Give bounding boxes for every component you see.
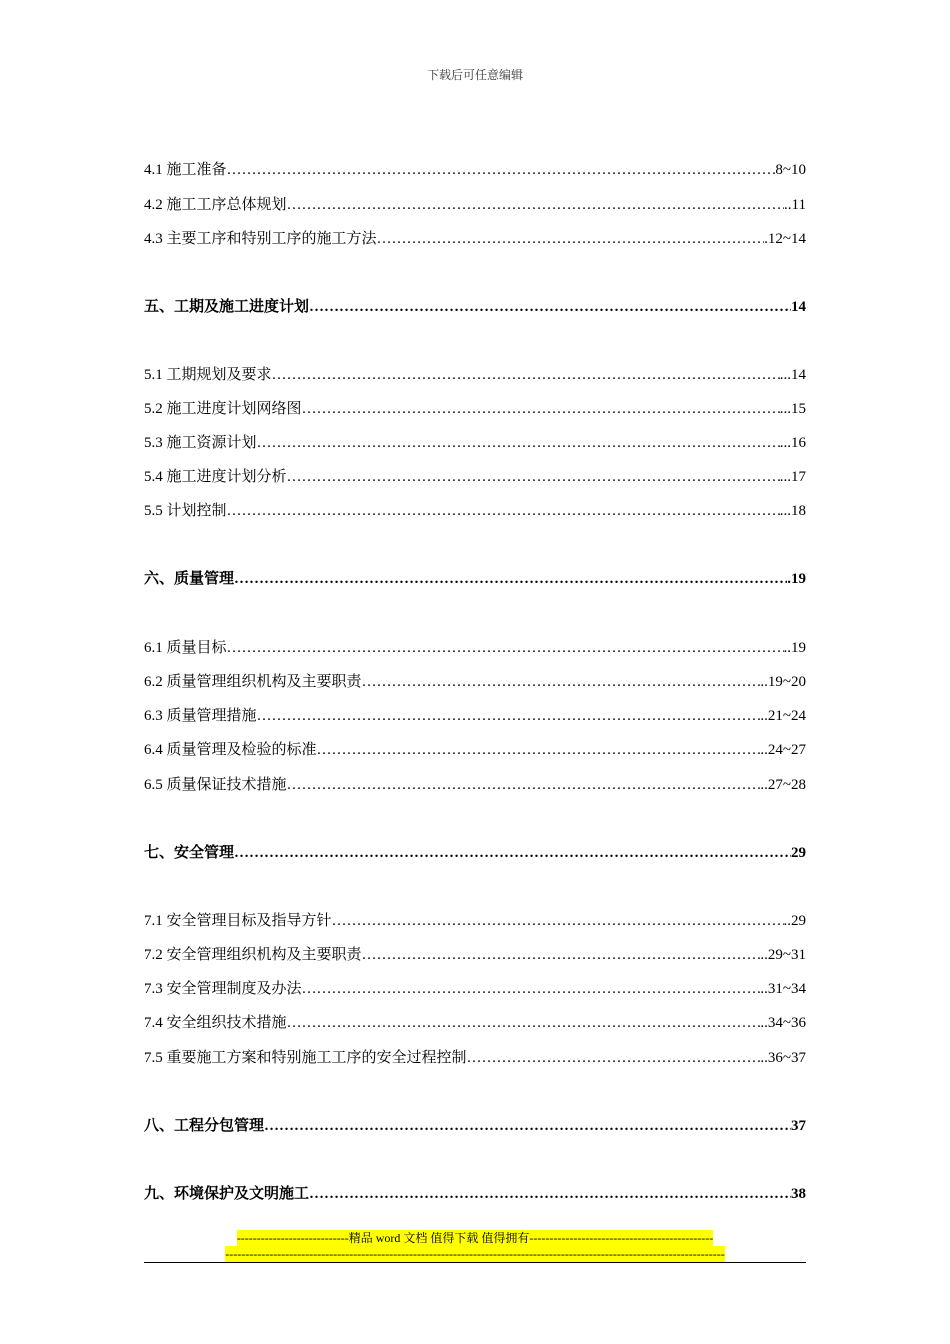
toc-leader-dots	[272, 363, 780, 387]
toc-page-number: ..19	[783, 640, 806, 656]
toc-leader-dots	[264, 1114, 791, 1138]
toc-page-number: 37	[791, 1118, 806, 1134]
toc-leader-dots	[234, 567, 787, 591]
toc-page-number: ...16	[779, 435, 806, 451]
toc-leader-dots	[332, 909, 784, 933]
toc-page-number: ...14	[779, 367, 806, 383]
toc-entry	[144, 363, 806, 387]
footer-banner-line2	[0, 1245, 950, 1263]
toc-page-number: ..34~36	[760, 1015, 806, 1031]
toc-leader-dots	[302, 977, 761, 1001]
toc-page-number: .19	[787, 571, 806, 587]
toc-entry	[144, 397, 806, 421]
toc-entry	[144, 909, 806, 933]
toc-leader-dots	[362, 670, 761, 694]
toc-entry	[144, 227, 806, 251]
toc-entry	[144, 977, 806, 1001]
toc-entry	[144, 738, 806, 762]
toc-leader-dots	[257, 704, 761, 728]
toc-leader-dots	[287, 773, 761, 797]
toc-entry-label: 7.2 安全管理组织机构及主要职责	[144, 947, 362, 963]
toc-page-number: ..29	[783, 913, 806, 929]
toc-entry-label: 5.4 施工进度计划分析	[144, 469, 287, 485]
toc-leader-dots	[287, 465, 780, 489]
toc-page-number: ..29~31	[760, 947, 806, 963]
toc-leader-dots	[287, 193, 785, 217]
toc-entry	[144, 465, 806, 489]
toc-page-number: ...17	[779, 469, 806, 485]
toc-page-number: .12~14	[764, 231, 806, 247]
toc-entry-label: 7.3 安全管理制度及办法	[144, 981, 302, 997]
toc-page-number: ..24~27	[760, 742, 806, 758]
toc-leader-dots	[227, 158, 776, 182]
toc-entry-label: 6.1 质量目标	[144, 640, 227, 656]
toc-leader-dots	[227, 499, 780, 523]
toc-entry	[144, 636, 806, 660]
toc-leader-dots	[467, 1046, 761, 1070]
toc-entry	[144, 499, 806, 523]
toc-page-number: 29	[791, 845, 806, 861]
toc-page-number: ...15	[779, 401, 806, 417]
toc-entry-label: 5.5 计划控制	[144, 503, 227, 519]
footer-rule	[144, 1262, 806, 1263]
toc-entry-label: 5.1 工期规划及要求	[144, 367, 272, 383]
toc-leader-dots	[234, 841, 791, 865]
toc-entry	[144, 704, 806, 728]
toc-page-number: 38	[791, 1186, 806, 1202]
toc-entry-label: 7.4 安全组织技术措施	[144, 1015, 287, 1031]
toc-leader-dots	[302, 397, 780, 421]
toc-entry-label: 6.3 质量管理措施	[144, 708, 257, 724]
toc-chapter-entry	[144, 1114, 806, 1138]
toc-entry-label: 五、工期及施工进度计划	[144, 299, 310, 315]
footer-banner-text: ----------------------------精品 word 文档 值得下载 值得拥有----------------------------------------------	[236, 1231, 714, 1245]
toc-page-number: 14	[791, 299, 806, 315]
toc-entry	[144, 1046, 806, 1070]
toc-entry-label: 八、工程分包管理	[144, 1118, 265, 1134]
toc-entry-label: 5.2 施工进度计划网络图	[144, 401, 302, 417]
toc-leader-dots	[287, 1011, 761, 1035]
toc-leader-dots	[309, 295, 791, 319]
toc-entry	[144, 158, 806, 182]
toc-entry-label: 4.2 施工工序总体规划	[144, 197, 287, 213]
toc-leader-dots	[227, 636, 784, 660]
page-header: 下载后可任意编辑	[426, 68, 523, 82]
toc-page-number: ..31~34	[760, 981, 806, 997]
toc-entry-label: 七、安全管理	[144, 845, 235, 861]
toc-leader-dots	[362, 943, 761, 967]
toc-page-number: ..36~37	[760, 1050, 806, 1066]
footer-banner-dashes: -----------------------------------------------------------------------------------------------------------------------------	[225, 1247, 725, 1261]
toc-leader-dots	[377, 227, 765, 251]
toc-entry-label: 6.4 质量管理及检验的标准	[144, 742, 317, 758]
toc-page-number: 8~10	[775, 162, 806, 178]
toc-chapter-entry	[144, 841, 806, 865]
toc-entry	[144, 773, 806, 797]
toc-entry	[144, 431, 806, 455]
toc-entry-label: 6.2 质量管理组织机构及主要职责	[144, 674, 362, 690]
toc-page-number: ..11	[784, 197, 806, 213]
toc-chapter-entry	[144, 1182, 806, 1206]
toc-entry-label: 7.5 重要施工方案和特别施工工序的安全过程控制	[144, 1050, 467, 1066]
toc-entry-label: 九、环境保护及文明施工	[144, 1186, 310, 1202]
toc-entry	[144, 670, 806, 694]
toc-page-number: ..27~28	[760, 777, 806, 793]
toc-entry	[144, 943, 806, 967]
toc-page-number: ...18	[779, 503, 806, 519]
toc-entry-label: 6.5 质量保证技术措施	[144, 777, 287, 793]
toc-entry	[144, 193, 806, 217]
toc-entry-label: 4.1 施工准备	[144, 162, 227, 178]
toc-entry-label: 六、质量管理	[144, 571, 235, 587]
toc-page-number: ..19~20	[760, 674, 806, 690]
toc-entry	[144, 1011, 806, 1035]
toc-leader-dots	[317, 738, 761, 762]
toc-entry-label: 7.1 安全管理目标及指导方针	[144, 913, 332, 929]
toc-chapter-entry	[144, 295, 806, 319]
toc-entry-label: 4.3 主要工序和特别工序的施工方法	[144, 231, 377, 247]
toc-entry-label: 5.3 施工资源计划	[144, 435, 257, 451]
toc-leader-dots	[257, 431, 780, 455]
toc-chapter-entry	[144, 567, 806, 591]
toc-page-number: ..21~24	[760, 708, 806, 724]
toc-leader-dots	[309, 1182, 791, 1206]
